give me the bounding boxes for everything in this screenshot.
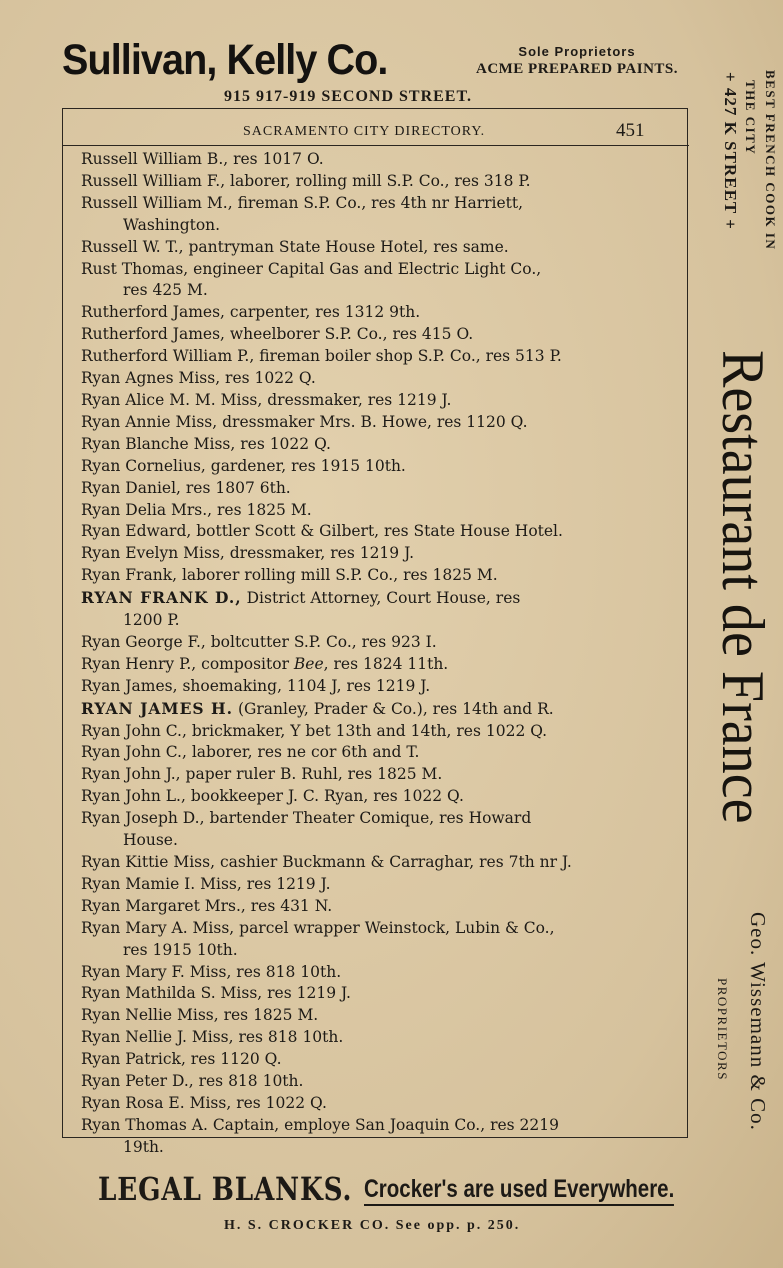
directory-entry xyxy=(81,721,678,743)
entry-text: District Attorney, Court House, res xyxy=(241,589,521,608)
directory-entry xyxy=(81,434,678,456)
entry-line xyxy=(81,897,332,915)
side-restaurant-name: Restaurant de France xyxy=(710,350,776,824)
entry-line xyxy=(81,150,324,168)
directory-entry xyxy=(81,237,678,259)
entry-line xyxy=(81,677,430,695)
entry-text: Ryan Blanche Miss, res 1022 Q. xyxy=(81,434,331,453)
entry-line xyxy=(81,1050,282,1068)
advertiser-name: Sullivan, Kelly Co. xyxy=(62,36,388,84)
sole-proprietors-text: Sole Proprietors xyxy=(518,44,636,59)
legal-blanks-text: LEGAL BLANKS. xyxy=(98,1170,353,1208)
entry-continuation: 19th. xyxy=(123,1137,164,1156)
entry-line xyxy=(81,589,520,607)
directory-entry xyxy=(81,171,678,193)
entry-text: Rutherford James, carpenter, res 1312 9th. xyxy=(81,303,421,322)
entry-text: Ryan Peter D., res 818 10th. xyxy=(81,1072,304,1091)
directory-entry xyxy=(81,1005,678,1027)
top-advertisement xyxy=(62,36,702,110)
directory-entry xyxy=(81,193,678,237)
entry-line xyxy=(81,1028,343,1046)
entry-text: Ryan Rosa E. Miss, res 1022 Q. xyxy=(81,1093,327,1112)
side-street-address: + 427 K STREET + xyxy=(721,72,740,230)
directory-entry xyxy=(81,565,678,587)
directory-entry xyxy=(81,786,678,808)
entry-text: Ryan Patrick, res 1120 Q. xyxy=(81,1050,282,1069)
entry-line xyxy=(81,566,498,584)
side-proprietors-label: PROPRIETORS xyxy=(715,978,730,1081)
entry-line xyxy=(81,479,291,497)
entry-text: Ryan George F., boltcutter S.P. Co., res 923 I. xyxy=(81,632,437,651)
directory-entry xyxy=(81,1049,678,1071)
entry-text: Russell William M., fireman S.P. Co., res 4th nr Harriett, xyxy=(81,193,524,212)
entry-line xyxy=(81,809,531,827)
directory-entry xyxy=(81,698,678,721)
entry-continuation: House. xyxy=(123,831,178,850)
entry-text: Rutherford James, wheelborer S.P. Co., res 415 O. xyxy=(81,325,474,344)
entry-line xyxy=(81,544,414,562)
entry-text: (Granley, Prader & Co.), res 14th and R. xyxy=(233,699,554,718)
advertiser-address: 915 917-919 SECOND STREET. xyxy=(224,88,472,105)
entry-line xyxy=(81,260,541,278)
entry-line xyxy=(81,1094,327,1112)
entry-line xyxy=(81,172,531,190)
directory-entry xyxy=(81,390,678,412)
page-number: 451 xyxy=(616,120,645,141)
entry-bold-name: RYAN JAMES H. xyxy=(81,698,234,718)
entry-line xyxy=(81,765,442,783)
directory-entry xyxy=(81,808,678,852)
directory-entry xyxy=(81,1027,678,1049)
entry-text: Ryan Mamie I. Miss, res 1219 J. xyxy=(81,874,331,893)
entry-italic: Bee xyxy=(293,654,324,673)
directory-entry xyxy=(81,259,678,303)
entry-line xyxy=(81,700,554,718)
entry-text: Ryan Mary A. Miss, parcel wrapper Weinstock, Lubin & Co., xyxy=(81,918,555,937)
directory-entry xyxy=(81,896,678,918)
entry-line xyxy=(81,633,437,651)
directory-entry xyxy=(81,543,678,565)
entry-continuation: Washington. xyxy=(123,215,221,234)
entry-line xyxy=(81,413,528,431)
entry-text: Rutherford William P., fireman boiler shop S.P. Co., res 513 P. xyxy=(81,347,562,366)
entry-line xyxy=(81,875,331,893)
directory-entry xyxy=(81,149,678,171)
entry-text-after: , res 1824 11th. xyxy=(323,654,449,673)
directory-frame xyxy=(62,108,688,1156)
directory-entry xyxy=(81,983,678,1005)
entry-text: Ryan Daniel, res 1807 6th. xyxy=(81,478,291,497)
directory-entry xyxy=(81,962,678,984)
directory-entry xyxy=(81,742,678,764)
entry-text: Ryan Evelyn Miss, dressmaker, res 1219 J. xyxy=(81,544,415,563)
directory-entry xyxy=(81,500,678,522)
directory-entry xyxy=(81,346,678,368)
entry-line xyxy=(81,501,312,519)
entry-text: Ryan Nellie Miss, res 1825 M. xyxy=(81,1006,319,1025)
directory-entry xyxy=(81,456,678,478)
entry-line xyxy=(81,853,572,871)
entry-text: Ryan Agnes Miss, res 1022 Q. xyxy=(81,369,316,388)
entry-text: Ryan Joseph D., bartender Theater Comique, res Howard xyxy=(81,809,532,828)
entry-text: Ryan John C., laborer, res ne cor 6th and T. xyxy=(81,743,420,762)
entry-line xyxy=(81,919,555,937)
directory-title: SACRAMENTO CITY DIRECTORY. xyxy=(243,124,486,139)
crocker-slogan: Crocker's are used Everywhere. xyxy=(364,1175,674,1206)
directory-entry xyxy=(81,852,678,874)
entry-text: Ryan John J., paper ruler B. Ruhl, res 1825 M. xyxy=(81,765,443,784)
entry-text: Russell William F., laborer, rolling mill S.P. Co., res 318 P. xyxy=(81,171,531,190)
entry-text: Ryan Kittie Miss, cashier Buckmann & Carraghar, res 7th nr J. xyxy=(81,853,572,871)
entry-line xyxy=(81,325,473,343)
entry-text: Ryan Henry P., compositor xyxy=(81,654,294,673)
entry-continuation: res 1915 10th. xyxy=(123,940,238,959)
directory-entry xyxy=(81,632,678,654)
crocker-reference: H. S. CROCKER CO. See opp. p. 250. xyxy=(224,1218,521,1233)
entry-text: Ryan Mary F. Miss, res 818 10th. xyxy=(81,962,342,981)
side-the-city: THE CITY xyxy=(743,80,758,156)
directory-entries xyxy=(81,149,678,1159)
entry-text: Ryan Annie Miss, dressmaker Mrs. B. Howe, res 1120 Q. xyxy=(81,412,528,431)
entry-line xyxy=(81,457,406,475)
side-best-cook: BEST FRENCH COOK IN xyxy=(763,70,778,251)
entry-line xyxy=(81,787,464,805)
entry-line xyxy=(81,963,341,981)
entry-continuation: res 425 M. xyxy=(123,281,208,300)
entry-text: Ryan Margaret Mrs., res 431 N. xyxy=(81,896,333,915)
directory-entry xyxy=(81,368,678,390)
directory-entry xyxy=(81,764,678,786)
entry-line xyxy=(81,1116,559,1134)
entry-line xyxy=(81,722,547,740)
entry-line xyxy=(81,522,563,540)
entry-line xyxy=(81,391,452,409)
entry-line xyxy=(81,655,448,673)
entry-text: Ryan Mathilda S. Miss, res 1219 J. xyxy=(81,984,351,1003)
directory-entry xyxy=(81,676,678,698)
entry-text: Ryan Delia Mrs., res 1825 M. xyxy=(81,500,312,519)
entry-text: Rust Thomas, engineer Capital Gas and Electric Light Co., xyxy=(81,259,542,278)
entry-text: Russell William B., res 1017 O. xyxy=(81,150,324,168)
directory-entry xyxy=(81,521,678,543)
entry-text: Ryan John L., bookkeeper J. C. Ryan, res 1022 Q. xyxy=(81,787,464,806)
directory-entry xyxy=(81,654,678,676)
directory-entry xyxy=(81,1115,678,1159)
entry-text: Ryan Thomas A. Captain, employe San Joaquin Co., res 2219 xyxy=(81,1115,559,1134)
entry-line xyxy=(81,238,509,256)
entry-text: Ryan Edward, bottler Scott & Gilbert, res State House Hotel. xyxy=(81,522,563,541)
directory-entry xyxy=(81,302,678,324)
directory-entry xyxy=(81,1093,678,1115)
acme-paints-text: ACME PREPARED PAINTS. xyxy=(475,61,679,77)
directory-entry xyxy=(81,587,678,632)
directory-entry xyxy=(81,874,678,896)
entry-line xyxy=(81,194,523,212)
entry-continuation: 1200 P. xyxy=(123,611,180,630)
entry-line xyxy=(81,743,419,761)
entry-text: Russell W. T., pantryman State House Hotel, res same. xyxy=(81,237,509,256)
entry-text: Ryan Frank, laborer rolling mill S.P. Co., res 1825 M. xyxy=(81,566,498,585)
directory-entry xyxy=(81,1071,678,1093)
entry-line xyxy=(81,369,316,387)
directory-entry xyxy=(81,918,678,962)
directory-entry xyxy=(81,324,678,346)
entry-line xyxy=(81,1006,318,1024)
entry-line xyxy=(81,303,420,321)
directory-entry xyxy=(81,478,678,500)
entry-line xyxy=(81,984,351,1002)
entry-text: Ryan John C., brickmaker, Y bet 13th and 14th, res 1022 Q. xyxy=(81,721,548,740)
advertiser-tagline xyxy=(454,44,700,78)
side-proprietor-name: Geo. Wissemann & Co. xyxy=(746,912,770,1131)
entry-text: Ryan James, shoemaking, 1104 J, res 1219 J. xyxy=(81,676,431,695)
entry-line xyxy=(81,347,562,365)
entry-text: Ryan Cornelius, gardener, res 1915 10th. xyxy=(81,456,406,475)
entry-bold-name: RYAN FRANK D., xyxy=(81,588,242,608)
entry-text: Ryan Nellie J. Miss, res 818 10th. xyxy=(81,1028,344,1047)
entry-text: Ryan Alice M. M. Miss, dressmaker, res 1219 J. xyxy=(81,390,452,409)
entry-line xyxy=(81,435,331,453)
running-head xyxy=(63,119,689,146)
directory-entry xyxy=(81,412,678,434)
entry-line xyxy=(81,1072,303,1090)
